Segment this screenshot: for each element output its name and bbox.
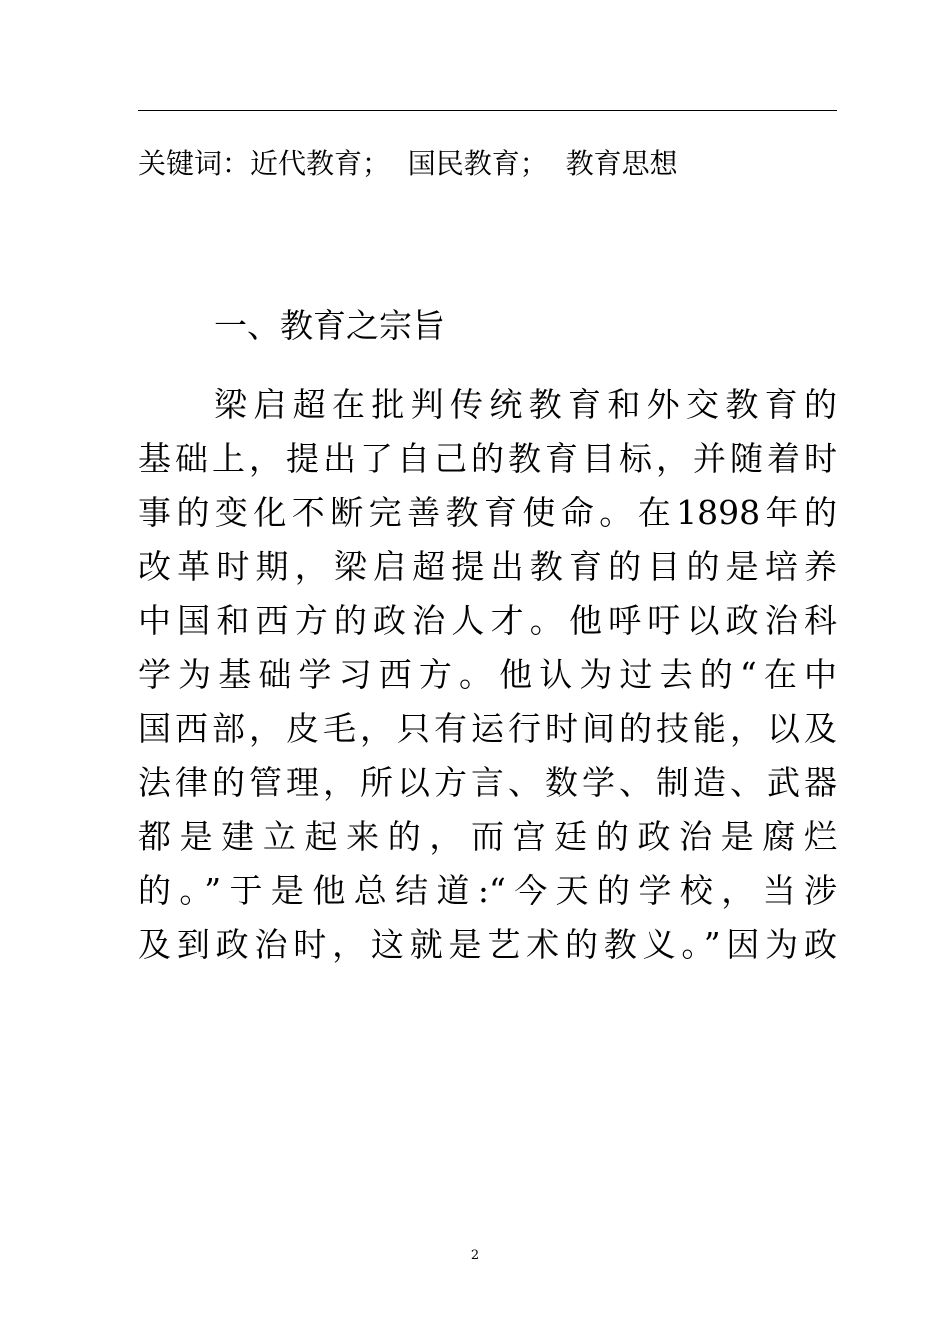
body-line: 学为基础学习西方。他认为过去的“在中: [138, 655, 837, 694]
body-line: 国西部，皮毛，只有运行时间的技能，以及: [138, 709, 837, 748]
body-line: 事的变化不断完善教育使命。在1898年的: [138, 493, 837, 532]
body-line: 都是建立起来的，而宫廷的政治是腐烂: [138, 817, 837, 856]
header-rule: [138, 110, 837, 111]
section-heading: 一、教育之宗旨: [214, 306, 445, 345]
body-line: 基础上，提出了自己的教育目标，并随着时: [138, 439, 837, 478]
body-line: 改革时期，梁启超提出教育的目的是培养: [138, 547, 837, 586]
body-line: 及到政治时，这就是艺术的教义。”因为政: [138, 925, 837, 964]
page-number: 2: [470, 1248, 480, 1263]
body-line: 梁启超在批判传统教育和外交教育的: [214, 385, 837, 424]
body-line: 中国和西方的政治人才。他呼吁以政治科: [138, 601, 837, 640]
body-line: 法律的管理，所以方言、数学、制造、武器: [138, 763, 837, 802]
body-line: 的。”于是他总结道:“今天的学校，当涉: [138, 871, 837, 910]
keywords-line: 关键词：近代教育； 国民教育； 教育思想: [138, 147, 678, 180]
body-paragraph: [138, 378, 837, 972]
